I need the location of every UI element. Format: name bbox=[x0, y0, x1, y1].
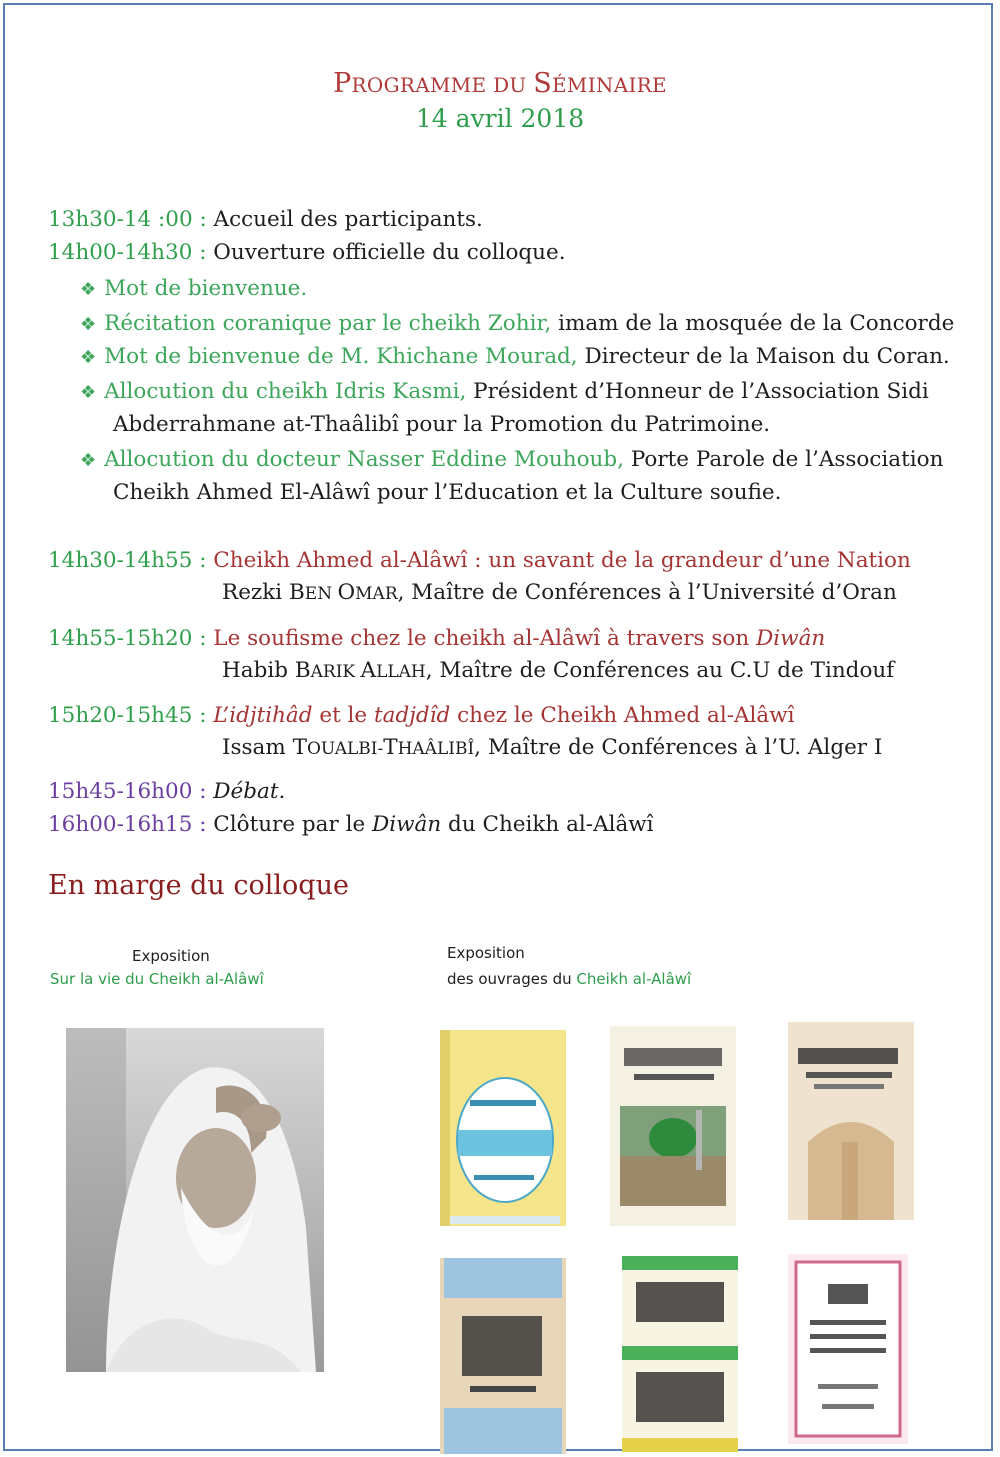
exhibition-right-subtitle: des ouvrages du Cheikh al-Alâwî bbox=[447, 970, 692, 988]
talk-title: L’idjtihâd et le tadjdîd chez le Cheikh Ahmed al-Alâwî bbox=[206, 703, 795, 728]
diamond-bullet-icon: ❖ bbox=[80, 347, 97, 368]
book-cover-1 bbox=[440, 1030, 566, 1226]
bullet-item: ❖ Allocution du docteur Nasser Eddine Mouhoub, Porte Parole de l’Association bbox=[80, 447, 944, 472]
talk-title: Cheikh Ahmed al-Alâwî : un savant de la grandeur d’une Nation bbox=[206, 548, 911, 573]
side-events-heading: En marge du colloque bbox=[48, 870, 349, 901]
exhibition-left-subtitle: Sur la vie du Cheikh al-Alâwî bbox=[50, 970, 264, 988]
bullet-item: ❖ Mot de bienvenue de M. Khichane Mourad, Directeur de la Maison du Coran. bbox=[80, 344, 950, 369]
schedule-item-opening bbox=[48, 238, 566, 268]
talk-title: Le soufisme chez le cheikh al-Alâwî à travers son Diwân bbox=[206, 626, 826, 651]
time-slot: 14h30-14h55 : bbox=[48, 548, 207, 573]
debate-item: 15h45-16h00 : Débat. bbox=[48, 779, 286, 804]
talk-3 bbox=[48, 701, 794, 731]
diamond-bullet-icon: ❖ bbox=[80, 279, 97, 300]
bullet-continuation: Abderrahmane at-Thaâlibî pour la Promotion du Patrimoine. bbox=[113, 412, 771, 437]
diamond-bullet-icon: ❖ bbox=[80, 382, 97, 403]
talk-1 bbox=[48, 546, 911, 576]
time-slot: 16h00-16h15 : bbox=[48, 812, 207, 837]
book-cover-5 bbox=[622, 1256, 738, 1452]
diamond-bullet-icon: ❖ bbox=[80, 314, 97, 335]
bullet-item: ❖ Mot de bienvenue. bbox=[80, 276, 308, 301]
time-slot: 15h45-16h00 : bbox=[48, 779, 207, 804]
talk-2 bbox=[48, 624, 825, 654]
exhibition-right-title: Exposition bbox=[447, 944, 525, 962]
speaker-1: Rezki BEN OMAR, Maître de Conférences à l’Université d’Oran bbox=[222, 580, 897, 605]
seminar-date: 14 avril 2018 bbox=[415, 104, 585, 133]
time-slot: 14h00-14h30 : bbox=[48, 240, 207, 265]
schedule-item-welcome bbox=[48, 205, 483, 235]
book-cover-2 bbox=[610, 1026, 736, 1226]
programme-title: PROGRAMME DU SÉMINAIRE bbox=[333, 68, 667, 99]
book-cover-6 bbox=[788, 1254, 908, 1444]
speaker-2: Habib BARIK ALLAH, Maître de Conférences au C.U de Tindouf bbox=[222, 658, 895, 683]
item-text: Ouverture officielle du colloque. bbox=[206, 240, 566, 265]
book-cover-3 bbox=[788, 1022, 914, 1220]
bullet-continuation: Cheikh Ahmed El-Alâwî pour l’Education et la Culture soufie. bbox=[113, 480, 782, 505]
bullet-item: ❖ Allocution du cheikh Idris Kasmi, Président d’Honneur de l’Association Sidi bbox=[80, 379, 929, 404]
book-cover-4 bbox=[440, 1258, 566, 1454]
bullet-item: ❖ Récitation coranique par le cheikh Zohir, imam de la mosquée de la Concorde bbox=[80, 311, 955, 336]
time-slot: 15h20-15h45 : bbox=[48, 703, 207, 728]
exhibition-left-title: Exposition bbox=[132, 947, 210, 965]
speaker-3: Issam TOUALBI-THAÂLIBÎ, Maître de Conférences à l’U. Alger I bbox=[222, 735, 883, 760]
time-slot: 13h30-14 :00 : bbox=[48, 207, 207, 232]
item-text: Accueil des participants. bbox=[206, 207, 483, 232]
cheikh-portrait-image bbox=[66, 1028, 324, 1372]
time-slot: 14h55-15h20 : bbox=[48, 626, 207, 651]
closing-item: 16h00-16h15 : Clôture par le Diwân du Cheikh al-Alâwî bbox=[48, 812, 654, 837]
diamond-bullet-icon: ❖ bbox=[80, 450, 97, 471]
